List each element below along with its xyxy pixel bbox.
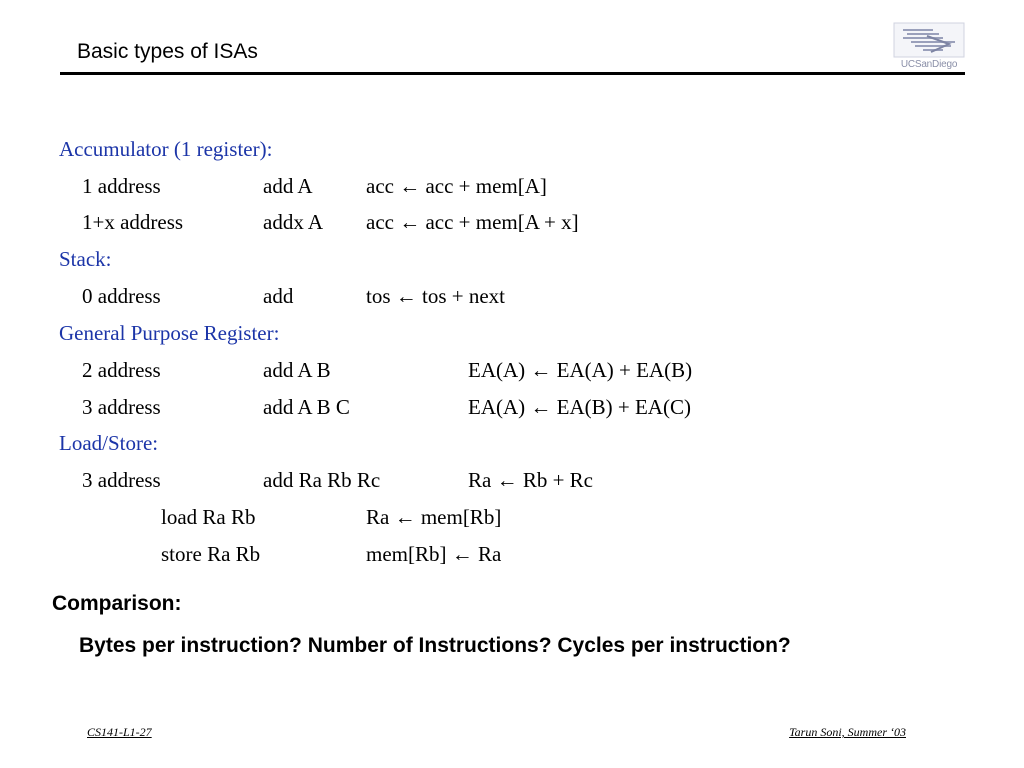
logo-text: UCSanDiego	[900, 59, 958, 70]
operation: acc ← acc + mem[A + x]	[366, 210, 579, 234]
slide-title: Basic types of ISAs	[77, 40, 258, 63]
comparison-question: Bytes per instruction? Number of Instructions? Cycles per instruction?	[79, 634, 791, 657]
section-heading: General Purpose Register:	[59, 321, 280, 345]
instruction: add A B C	[263, 395, 350, 419]
footer-author: Tarun Soni, Summer ‘03	[789, 725, 906, 739]
address-type: 1+x address	[82, 210, 184, 234]
address-type: 0 address	[82, 284, 161, 308]
operation: mem[Rb] ← Ra	[366, 542, 502, 566]
section-heading: Stack:	[59, 247, 112, 271]
ucsd-logo	[893, 22, 965, 70]
instruction: load Ra Rb	[161, 505, 256, 529]
comparison-heading: Comparison:	[52, 592, 182, 615]
section-heading: Accumulator (1 register):	[59, 137, 273, 161]
footer-slide-id: CS141-L1-27	[87, 725, 152, 739]
ucsd-logo-icon	[893, 22, 965, 58]
operation: EA(A) ← EA(B) + EA(C)	[468, 395, 691, 419]
operation: tos ← tos + next	[366, 284, 506, 308]
instruction: store Ra Rb	[161, 542, 261, 566]
title-rule	[60, 72, 965, 75]
operation: Ra ← Rb + Rc	[468, 468, 594, 492]
operation: Ra ← mem[Rb]	[366, 505, 502, 529]
instruction: add	[263, 284, 294, 308]
instruction: add Ra Rb Rc	[263, 468, 381, 492]
address-type: 3 address	[82, 395, 161, 419]
address-type: 2 address	[82, 358, 161, 382]
operation: acc ← acc + mem[A]	[366, 174, 547, 198]
address-type: 1 address	[82, 174, 161, 198]
operation: EA(A) ← EA(A) + EA(B)	[468, 358, 693, 382]
instruction: add A	[263, 174, 313, 198]
address-type: 3 address	[82, 468, 161, 492]
section-heading: Load/Store:	[59, 431, 159, 455]
instruction: add A B	[263, 358, 331, 382]
instruction: addx A	[263, 210, 324, 234]
